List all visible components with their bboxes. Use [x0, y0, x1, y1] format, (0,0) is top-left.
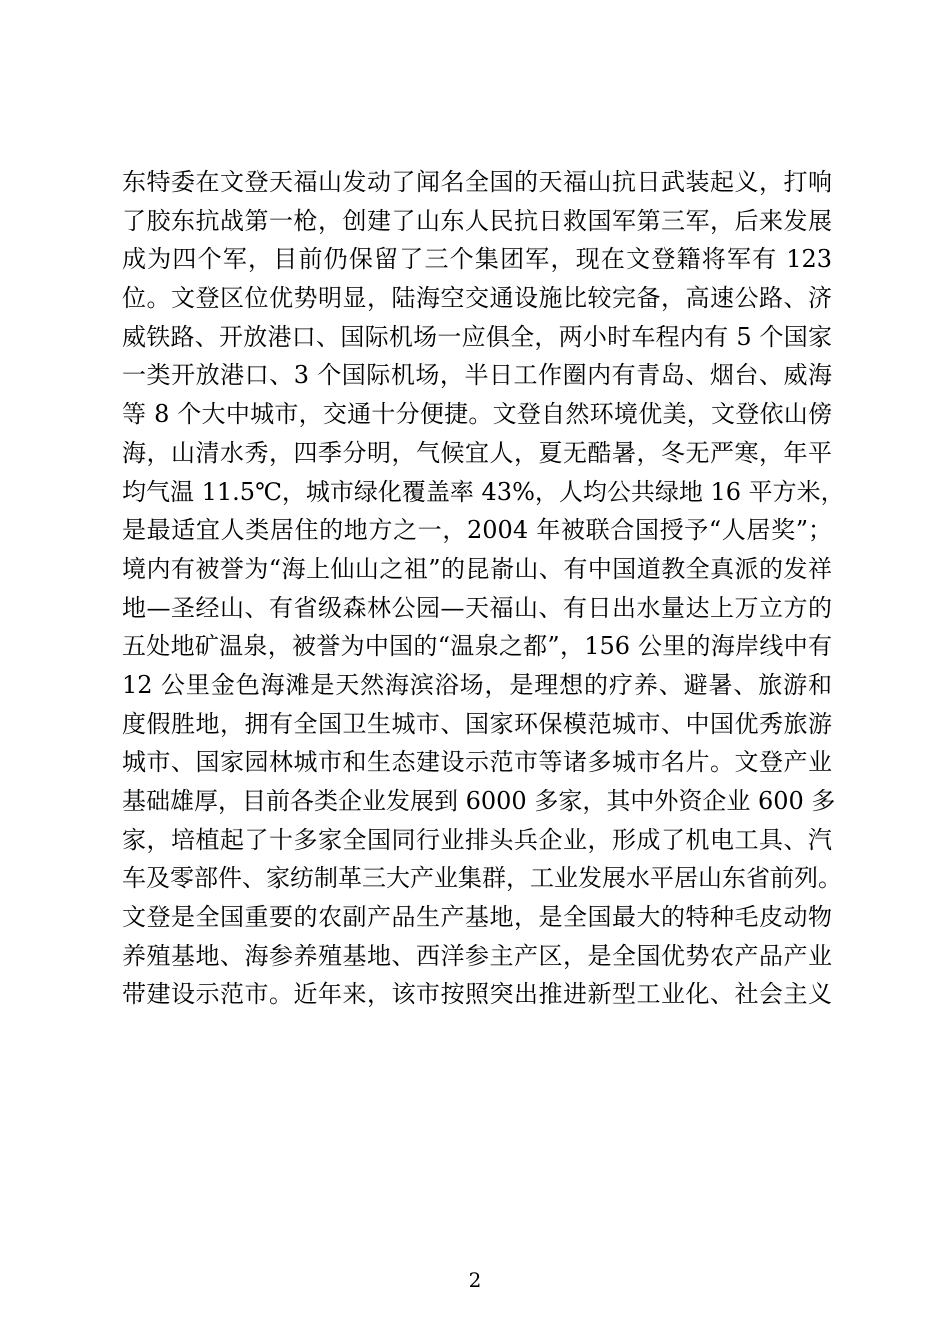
text-line: 12 公里金色海滩是天然海滨浴场，是理想的疗养、避暑、旅游和 — [122, 670, 832, 699]
text-line: 等 8 个大中城市，交通十分便捷。文登自然环境优美，文登依山傍 — [122, 400, 832, 429]
text-line: 均气温 11.5℃，城市绿化覆盖率 43%，人均公共绿地 16 平方米， — [122, 477, 845, 506]
text-line: 城市、国家园林城市和生态建设示范市等诸多城市名片。文登产业 — [122, 748, 832, 777]
text-line: 成为四个军，目前仍保留了三个集团军，现在文登籍将军有 123 — [122, 245, 832, 274]
text-line: 位。文登区位优势明显，陆海空交通设施比较完备，高速公路、济 — [122, 284, 832, 313]
text-line: 养殖基地、海参养殖基地、西洋参主产区，是全国优势农产品产业 — [122, 941, 832, 970]
text-line: 了胶东抗战第一枪，创建了山东人民抗日救国军第三军，后来发展 — [122, 206, 832, 235]
text-line: 基础雄厚，目前各类企业发展到 6000 多家，其中外资企业 600 多 — [122, 787, 836, 815]
text-line: 带建设示范市。近年来，该市按照突出推进新型工业化、社会主义 — [122, 980, 832, 1009]
text-line: 境内有被誉为“海上仙山之祖”的昆嵛山、有中国道教全真派的发祥 — [122, 554, 832, 583]
page-number: 2 — [468, 1268, 482, 1292]
body-paragraph — [122, 163, 845, 1014]
text-line: 地—圣经山、有省级森林公园—天福山、有日出水量达上万立方的 — [122, 593, 832, 622]
text-line: 是最适宜人类居住的地方之一，2004 年被联合国授予“人居奖”； — [122, 516, 832, 545]
text-line: 车及零部件、家纺制革三大产业集群，工业发展水平居山东省前列。 — [122, 864, 842, 893]
text-line: 东特委在文登天福山发动了闻名全国的天福山抗日武装起义，打响 — [122, 168, 832, 196]
text-line: 文登是全国重要的农副产品生产基地，是全国最大的特种毛皮动物 — [122, 903, 832, 932]
text-line: 家，培植起了十多家全国同行业排头兵企业，形成了机电工具、汽 — [122, 825, 832, 854]
text-line: 五处地矿温泉，被誉为中国的“温泉之都”，156 公里的海岸线中有 — [122, 632, 832, 661]
text-line: 海，山清水秀，四季分明，气候宜人，夏无酷暑，冬无严寒，年平 — [122, 438, 832, 467]
text-line: 威铁路、开放港口、国际机场一应俱全，两小时车程内有 5 个国家 — [122, 322, 832, 351]
text-line: 一类开放港口、3 个国际机场，半日工作圈内有青岛、烟台、威海 — [122, 361, 832, 390]
text-line: 度假胜地，拥有全国卫生城市、国家环保模范城市、中国优秀旅游 — [122, 709, 832, 738]
